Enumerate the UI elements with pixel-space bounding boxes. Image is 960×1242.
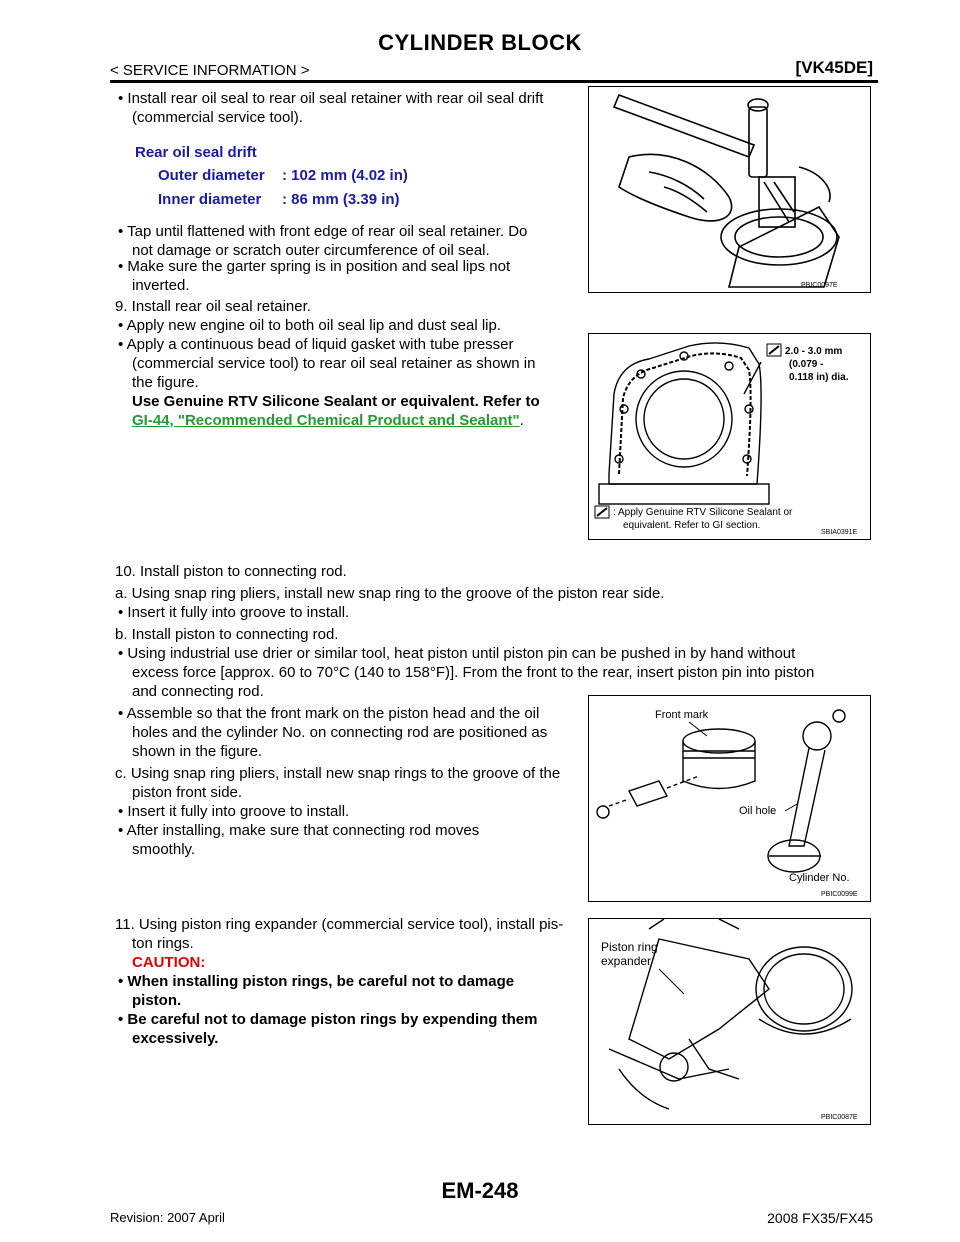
- step-10b-bullet-2a: • Assemble so that the front mark on the piston head and the oil: [118, 705, 540, 722]
- step-9-bullet-2b: (commercial service tool) to rear oil seal retainer as shown in: [132, 355, 536, 372]
- ring-expander-illustration: [589, 919, 870, 1124]
- bullet-install-seal: • Install rear oil seal to rear oil seal retainer with rear oil seal drift: [118, 90, 544, 107]
- step-10b-bullet-2c: shown in the figure.: [132, 743, 263, 760]
- bullet-marker: •: [118, 90, 128, 107]
- bullet-marker: •: [118, 604, 128, 621]
- sealant-reference-link[interactable]: GI-44, "Recommended Chemical Product and Sealant": [132, 412, 520, 429]
- step-10a: a. Using snap ring pliers, install new snap ring to the groove of the piston rear side.: [115, 585, 665, 602]
- step-9-heading: 9. Install rear oil seal retainer.: [115, 298, 311, 315]
- fig2-note-2: equivalent. Refer to GI section.: [623, 520, 761, 531]
- header-divider: [110, 80, 878, 83]
- fig3-code: PBIC0099E: [821, 891, 858, 898]
- bullet-marker: •: [118, 705, 127, 722]
- fig3-cylinder-no: Cylinder No.: [789, 872, 850, 884]
- caution-item-1a: • When installing piston rings, be careful not to damage: [118, 973, 515, 990]
- bullet-garter-spring-cont: inverted.: [132, 277, 190, 294]
- bullet-marker: •: [118, 258, 128, 275]
- bullet-install-seal-cont: (commercial service tool).: [132, 109, 303, 126]
- fig2-callout-1: 2.0 - 3.0 mm: [785, 346, 843, 357]
- bullet-marker: •: [118, 822, 127, 839]
- tool-inner-label: Inner diameter: [158, 191, 262, 208]
- revision-date: Revision: 2007 April: [110, 1210, 225, 1225]
- step-10-heading: 10. Install piston to connecting rod.: [115, 563, 347, 580]
- tool-outer-value: : 102 mm (4.02 in): [282, 167, 408, 184]
- step-10c: c. Using snap ring pliers, install new snap rings to the groove of the: [115, 765, 561, 782]
- engine-code: [VK45DE]: [795, 58, 873, 77]
- bullet-marker: •: [118, 1011, 128, 1028]
- caution-item-2a: • Be careful not to damage piston rings by expending them: [118, 1011, 538, 1028]
- tool-outer-label: Outer diameter: [158, 167, 265, 184]
- page-title: CYLINDER BLOCK: [378, 30, 582, 55]
- fig4-label-2: expander: [601, 954, 652, 968]
- step-10a-bullet: • Insert it fully into groove to install.: [118, 604, 350, 621]
- step-9-bullet-1: • Apply new engine oil to both oil seal lip and dust seal lip.: [118, 317, 502, 334]
- step-10b-bullet-1c: and connecting rod.: [132, 683, 264, 700]
- step-9-bullet-2a: • Apply a continuous bead of liquid gasket with tube presser: [118, 336, 514, 353]
- bullet-marker: •: [118, 973, 128, 990]
- seal-drift-illustration: [589, 87, 870, 292]
- bullet-tap-flatten-cont: not damage or scratch outer circumference of oil seal.: [132, 242, 490, 259]
- caution-label: CAUTION:: [132, 954, 206, 971]
- page-number: EM-248: [441, 1178, 519, 1203]
- caution-item-1b: piston.: [132, 992, 182, 1009]
- piston-conrod-illustration: [589, 696, 870, 901]
- figure-seal-drift: [588, 86, 871, 293]
- tool-inner-value: : 86 mm (3.39 in): [282, 191, 400, 208]
- step-10b-bullet-1b: excess force [approx. 60 to 70°C (140 to 158°F)]. From the front to the rear, insert piston pin into piston: [132, 664, 815, 681]
- bullet-marker: •: [118, 223, 128, 240]
- bullet-garter-spring: • Make sure the garter spring is in position and seal lips not: [118, 258, 511, 275]
- section-breadcrumb[interactable]: < SERVICE INFORMATION >: [110, 62, 310, 79]
- sealant-bead-illustration: [589, 334, 870, 539]
- bullet-marker: •: [118, 803, 128, 820]
- bullet-marker: •: [118, 645, 128, 662]
- fig2-callout-2: (0.079 -: [789, 359, 824, 370]
- fig3-oil-hole: Oil hole: [739, 805, 777, 817]
- figure-ring-expander: [588, 918, 871, 1125]
- fig2-code: SBIA0391E: [821, 529, 858, 536]
- step-11-line-2: ton rings.: [132, 935, 194, 952]
- step-10c-bullet-1: • Insert it fully into groove to install.: [118, 803, 350, 820]
- model-year: 2008 FX35/FX45: [767, 1210, 873, 1226]
- step-11-line-1: 11. Using piston ring expander (commercial service tool), install pis-: [115, 916, 564, 933]
- bullet-marker: •: [118, 317, 127, 334]
- step-10c-cont: piston front side.: [132, 784, 243, 801]
- fig4-label-1: Piston ring: [601, 940, 658, 954]
- figure-piston-conrod: [588, 695, 871, 902]
- step-9-sealant-note: Use Genuine RTV Silicone Sealant or equivalent. Refer to: [132, 393, 540, 410]
- tool-name: Rear oil seal drift: [135, 144, 257, 161]
- fig4-code: PBIC0087E: [821, 1114, 858, 1121]
- fig2-callout-3: 0.118 in) dia.: [789, 372, 849, 383]
- step-9-reference: GI-44, "Recommended Chemical Product and Sealant".: [132, 412, 524, 429]
- bullet-marker: •: [118, 336, 127, 353]
- step-10c-bullet-2b: smoothly.: [132, 841, 196, 858]
- step-10b-bullet-1a: • Using industrial use drier or similar tool, heat piston until piston pin can be pushed in by hand without: [118, 645, 796, 662]
- step-10b-bullet-2b: holes and the cylinder No. on connecting rod are positioned as: [132, 724, 548, 741]
- bullet-tap-flatten: • Tap until flattened with front edge of rear oil seal retainer. Do: [118, 223, 528, 240]
- fig3-front-mark: Front mark: [655, 709, 709, 721]
- fig2-note-1: : Apply Genuine RTV Silicone Sealant or: [613, 507, 793, 518]
- caution-item-2b: excessively.: [132, 1030, 219, 1047]
- step-10b: b. Install piston to connecting rod.: [115, 626, 339, 643]
- fig1-code: PBIC0097E: [801, 282, 838, 289]
- step-10c-bullet-2a: • After installing, make sure that connecting rod moves: [118, 822, 480, 839]
- figure-sealant-bead: [588, 333, 871, 540]
- step-9-bullet-2c: the figure.: [132, 374, 199, 391]
